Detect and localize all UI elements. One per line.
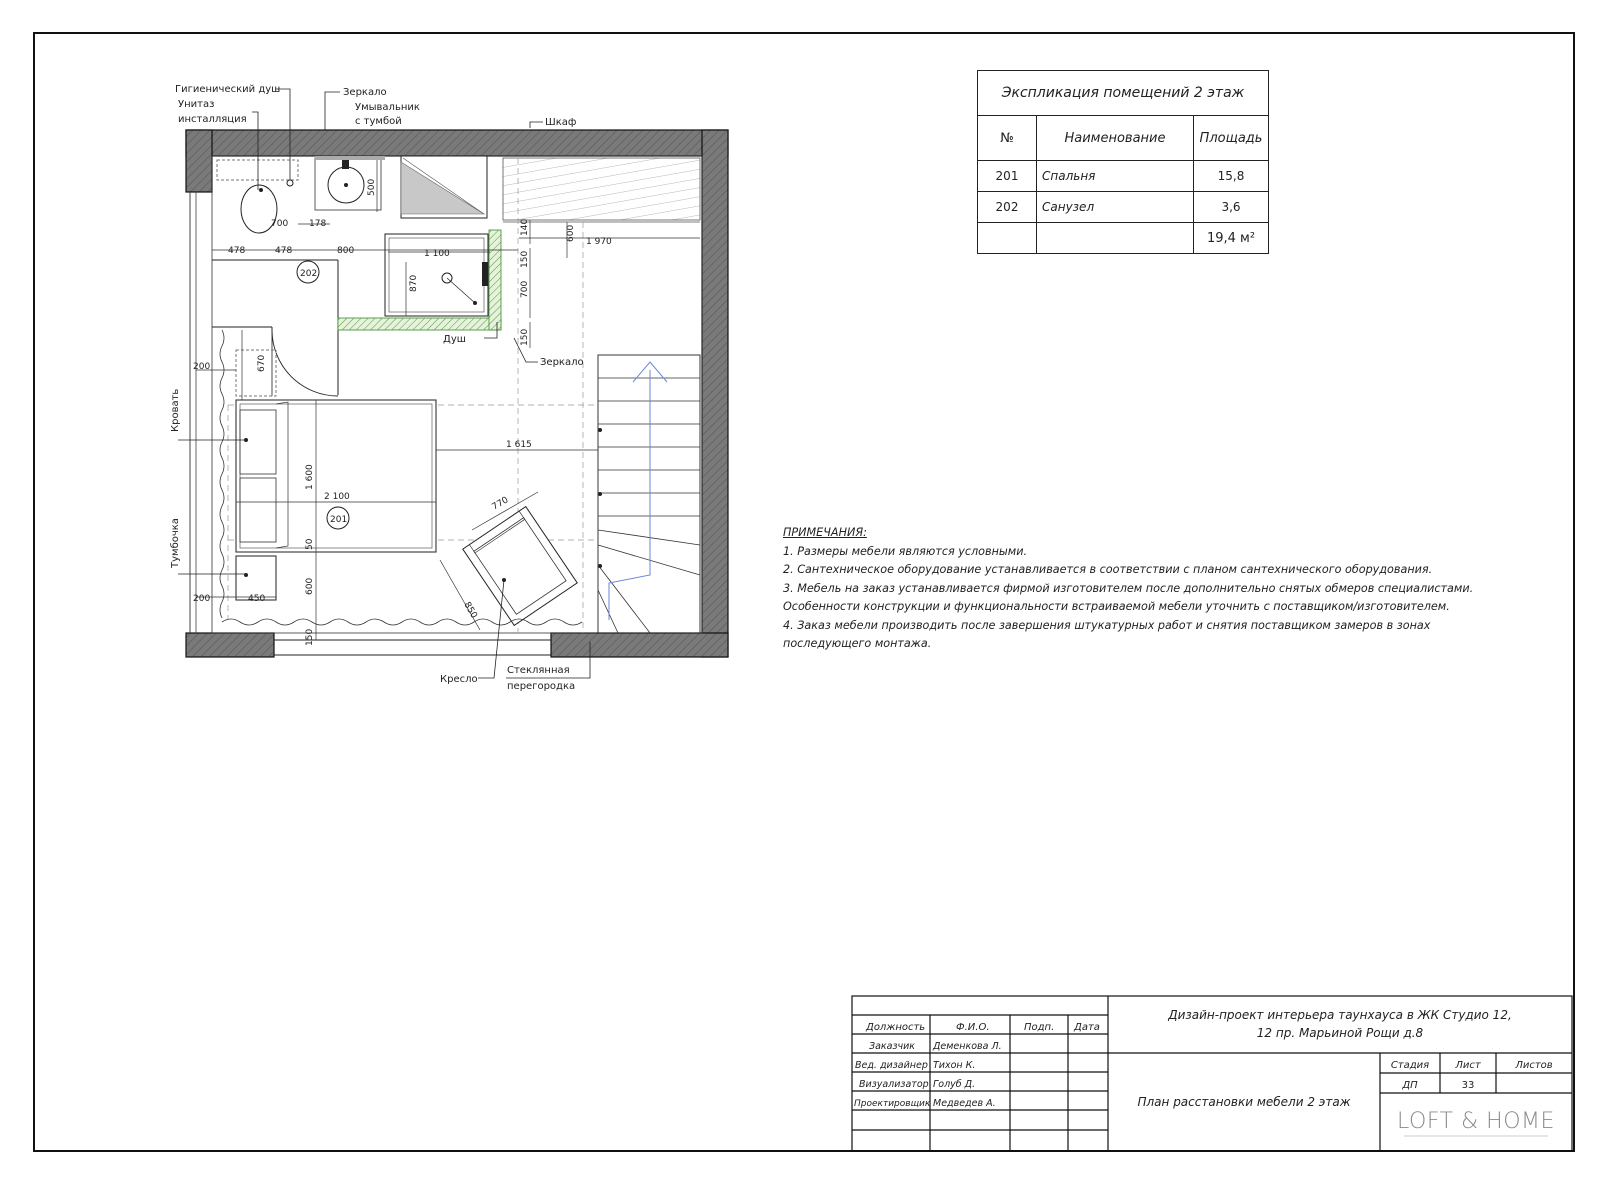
dim: 478 <box>228 246 246 256</box>
explication-header-name: Наименование <box>1037 116 1194 161</box>
table-row <box>978 192 1269 223</box>
dim: 1 970 <box>586 237 612 247</box>
dim: 1 615 <box>506 440 532 450</box>
dim: 1 100 <box>424 249 450 259</box>
callout-nightstand: Тумбочка <box>170 518 181 568</box>
dim: 600 <box>305 577 315 595</box>
dim: 150 <box>520 250 530 268</box>
wall-bottom-left <box>186 633 274 657</box>
tb-person: Медведев А. <box>933 1098 996 1109</box>
dim: 150 <box>520 328 530 346</box>
callout-toilet-2: инсталляция <box>178 114 247 125</box>
shower-mixer <box>482 262 488 286</box>
hygienic-shower <box>287 180 293 186</box>
loft-home-logo: LOFT & HOME <box>1397 1109 1555 1134</box>
mirror-strip <box>315 156 385 160</box>
dim: 200 <box>193 594 211 604</box>
tb-person: Тихон К. <box>933 1060 976 1071</box>
callout-bed: Кровать <box>170 388 181 432</box>
tb-role: Проектировщик <box>854 1099 931 1109</box>
row-name: Санузел <box>1037 192 1194 223</box>
callout-glass-2: перегородка <box>507 681 576 692</box>
table-row <box>978 161 1269 192</box>
shower-tray <box>385 234 488 316</box>
dim: 1 600 <box>305 464 315 490</box>
wall-top <box>186 130 728 156</box>
tb-stage: ДП <box>1402 1080 1418 1091</box>
callout-sink: Умывальник <box>355 102 420 113</box>
row-area: 3,6 <box>1194 192 1269 223</box>
dim: 140 <box>520 218 530 236</box>
callout-sink-2: с тумбой <box>355 116 402 127</box>
tb-header-sign: Подп. <box>1024 1022 1055 1033</box>
dim: 800 <box>337 246 355 256</box>
callout-toilet: Унитаз <box>178 99 215 110</box>
row-area: 15,8 <box>1194 161 1269 192</box>
tb-project-title: Дизайн-проект интерьера таунхауса в ЖК Студио 12, <box>1168 1008 1512 1022</box>
dim: 450 <box>248 594 266 604</box>
dim: 50 <box>305 538 315 550</box>
callout-wardrobe: Шкаф <box>545 117 577 128</box>
room-tag-text: 201 <box>330 515 348 525</box>
stairs <box>598 355 700 633</box>
row-name: Спальня <box>1037 161 1194 192</box>
callout-shower: Душ <box>443 334 466 345</box>
dim: 150 <box>305 628 315 646</box>
explication-title: Экспликация помещений 2 этаж <box>978 71 1269 116</box>
curtain-bottom <box>222 619 582 625</box>
callout-hygienic-shower: Гигиенический душ <box>175 84 281 95</box>
dim: 500 <box>367 178 377 196</box>
explication-table <box>977 70 1269 254</box>
wall-right <box>702 130 728 657</box>
dim: 700 <box>271 219 289 229</box>
callout-glass: Стеклянная <box>507 665 570 676</box>
dim: 478 <box>275 246 293 256</box>
dim: 770 <box>490 495 511 513</box>
shower-wall-bottom <box>338 318 501 330</box>
note-line: 2. Сантехническое оборудование устанавливается в соответствии с планом сантехнического оборудования. <box>783 563 1433 576</box>
tb-header-name: Ф.И.О. <box>956 1022 990 1033</box>
door-swing <box>272 327 338 396</box>
tb-role: Визуализатор <box>859 1079 929 1090</box>
dim: 2 100 <box>324 492 350 502</box>
tb-role: Вед. дизайнер <box>855 1060 928 1071</box>
dim: 700 <box>520 280 530 298</box>
note-line: Особенности конструкции и функциональности встраиваемой мебели уточнить с поставщиком/изготовителем. <box>783 600 1450 613</box>
tb-person: Деменкова Л. <box>933 1041 1002 1052</box>
tb-header-date: Дата <box>1074 1022 1100 1033</box>
floor-plan <box>170 84 728 692</box>
notes-title: ПРИМЕЧАНИЯ: <box>783 526 867 539</box>
callout-mirror-top: Зеркало <box>343 87 387 98</box>
dim: 670 <box>257 354 267 372</box>
note-line: 3. Мебель на заказ устанавливается фирмой изготовителем после дополнительно снятых обмеров специалистами. <box>783 581 1474 595</box>
explication-header-area: Площадь <box>1194 116 1269 161</box>
armchair <box>463 507 577 626</box>
note-line: последующего монтажа. <box>783 637 932 650</box>
row-num: 201 <box>978 161 1037 192</box>
dim: 850 <box>461 600 479 621</box>
curtain-left <box>220 330 224 618</box>
row-num: 202 <box>978 192 1037 223</box>
tb-sheets-label: Листов <box>1515 1060 1553 1071</box>
tb-role: Заказчик <box>869 1041 916 1052</box>
dim: 870 <box>409 274 419 292</box>
room-tag-text: 202 <box>300 269 318 279</box>
tb-stage-label: Стадия <box>1390 1060 1430 1071</box>
dim: 600 <box>566 224 576 242</box>
wardrobe <box>503 158 700 220</box>
tb-header-role: Должность <box>866 1022 926 1033</box>
dim: 200 <box>193 362 211 372</box>
tb-project-address: 12 пр. Марьиной Рощи д.8 <box>1256 1026 1424 1040</box>
toilet-installation <box>217 160 298 180</box>
note-line: 1. Размеры мебели являются условными. <box>783 544 1028 558</box>
tb-person: Голуб Д. <box>933 1079 976 1090</box>
notes-block <box>783 524 1503 654</box>
wall-bottom-right <box>551 633 728 657</box>
tb-sheet-title: План расстановки мебели 2 этаж <box>1137 1095 1351 1109</box>
total-area: 19,4 м² <box>1194 223 1269 254</box>
table-row-total <box>978 223 1269 254</box>
callout-mirror-right: Зеркало <box>540 357 584 368</box>
note-line: 4. Заказ мебели производить после завершения штукатурных работ и снятия поставщиком замеров в зонах <box>783 618 1431 632</box>
dim: 178 <box>309 219 327 229</box>
tb-sheet-label: Лист <box>1455 1060 1481 1071</box>
wall-left-top <box>186 130 212 192</box>
callout-armchair: Кресло <box>440 674 478 685</box>
tb-sheet: 33 <box>1461 1080 1475 1091</box>
explication-header-num: № <box>978 116 1037 161</box>
shower-wall-right <box>489 230 501 330</box>
